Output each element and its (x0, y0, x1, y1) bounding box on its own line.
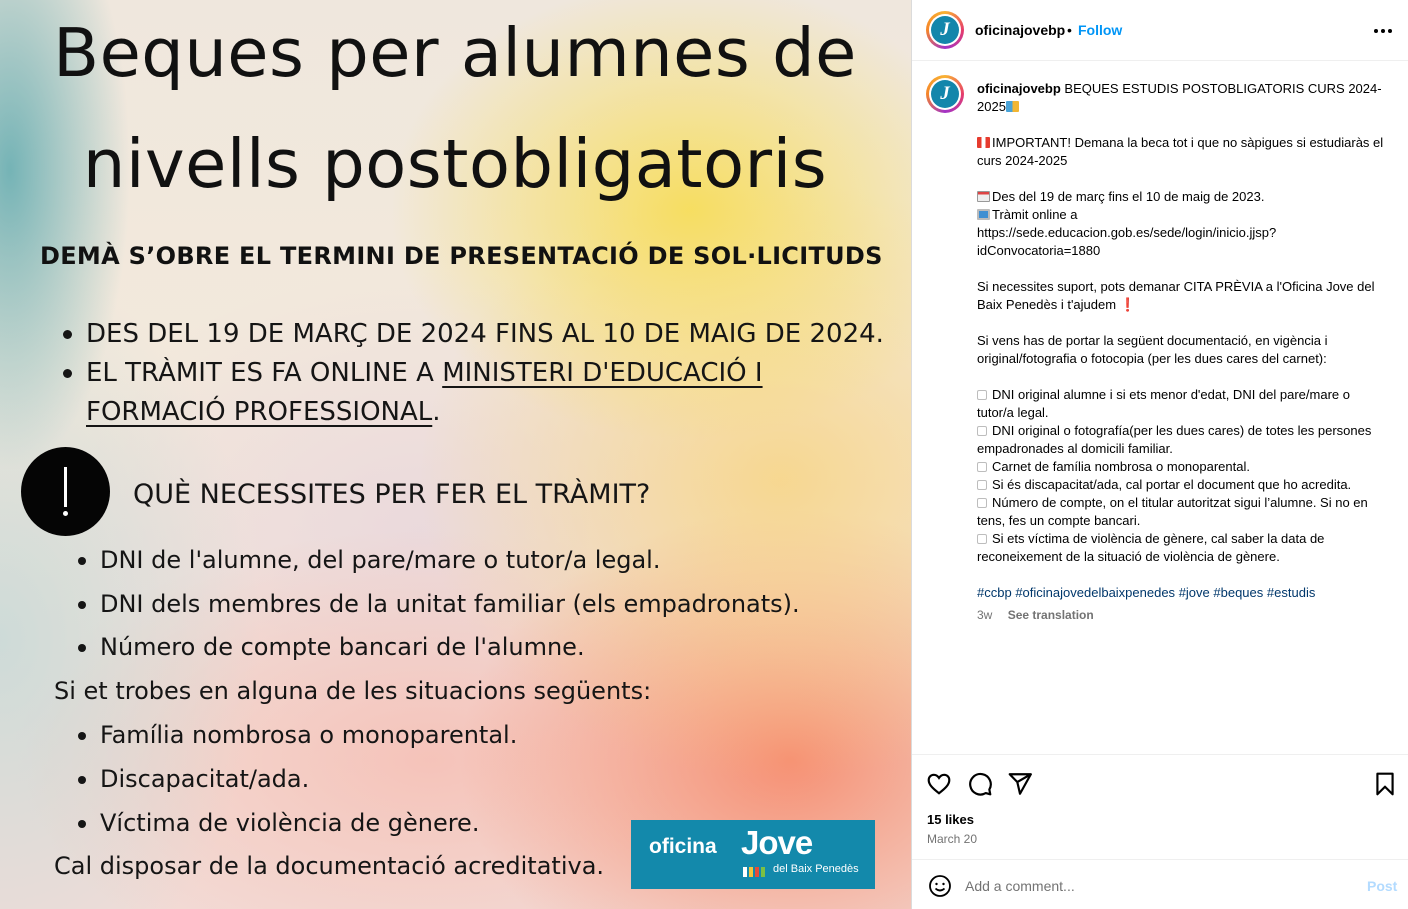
actions-bar (912, 754, 1408, 859)
caption-doc-item: DNI original alumne i si ets menor d'edat, DNI del pare/mare o tutor/a legal. (977, 387, 1350, 420)
poster-closing: Cal disposar de la documentació acreditativa. (54, 852, 605, 880)
poster-need-item: Número de compte bancari de l'alumne. (100, 633, 585, 661)
caption-url-1: https://sede.educacion.gob.es/sede/login/inicio.jjsp? (977, 225, 1277, 240)
hashtag-link[interactable]: #beques (1213, 585, 1264, 600)
more-dots-icon[interactable] (1373, 20, 1393, 40)
post-comment-button[interactable]: Post (1367, 878, 1398, 894)
hashtag-link[interactable]: #jove (1178, 585, 1210, 600)
caption-area[interactable] (912, 61, 1408, 754)
poster-bullet-online (86, 354, 763, 393)
follow-button[interactable]: Follow (1078, 22, 1123, 38)
poster-need-item: DNI de l'alumne, del pare/mare o tutor/a legal. (100, 546, 661, 574)
poster-ministry-link-1: MINISTERI D'EDUCACIÓ I (442, 358, 763, 388)
checkbox-emoji-icon (977, 480, 987, 490)
caption-username[interactable]: oficinajovebp (977, 81, 1061, 96)
caption-online: Tràmit online a (992, 207, 1078, 222)
comment-input[interactable] (965, 874, 1355, 898)
poster-need-heading: QUÈ NECESSITES PER FER EL TRÀMIT? (133, 479, 651, 510)
poster-ministry-link-2: FORMACIÓ PROFESSIONAL (86, 397, 433, 427)
caption-title: BEQUES ESTUDIS POSTOBLIGATORIS CURS 2024-2025 (977, 81, 1382, 114)
smiley-icon[interactable] (928, 874, 952, 898)
caption-doc-item: Número de compte, on el titular autoritzat sigui l’alumne. Si no en tens, fes un compte bancari. (977, 495, 1368, 528)
computer-emoji-icon (977, 209, 990, 220)
poster-situation-item: Discapacitat/ada. (100, 765, 310, 793)
caption-doc-item: DNI original o fotografía(per les dues cares) de totes les persones empadronades al domicili familiar. (977, 423, 1372, 456)
checkbox-emoji-icon (977, 498, 987, 508)
header-username[interactable]: oficinajovebp (975, 22, 1066, 38)
books-emoji-icon (1006, 101, 1019, 112)
caption-docs-intro: Si vens has de portar la següent documentació, en vigència i original/fotografia o fotocopia (per les dues cares del carnet): (977, 333, 1328, 366)
caption-support: Si necessites suport, pots demanar CITA PRÈVIA a l'Oficina Jove del Baix Penedès i t'ajudem (977, 279, 1375, 312)
exclamation-icon (21, 447, 110, 536)
caption-avatar[interactable]: J (926, 75, 964, 113)
comment-bubble-icon[interactable] (967, 771, 993, 797)
heart-icon[interactable] (926, 771, 952, 797)
calendar-emoji-icon (977, 191, 990, 202)
paper-plane-icon[interactable] (1007, 771, 1033, 797)
avatar[interactable]: J (926, 11, 964, 49)
logo-word-jove: Jove (741, 824, 813, 861)
poster-need-item: DNI dels membres de la unitat familiar (els empadronats). (100, 590, 800, 618)
poster-situations-intro: Si et trobes en alguna de les situacions següents: (54, 677, 652, 705)
bookmark-icon[interactable] (1372, 771, 1398, 797)
logo-stripes-icon (743, 864, 771, 874)
flag-emoji-icon (977, 137, 990, 148)
logo-word-oficina: oficina (649, 835, 717, 858)
poster-online-suffix: . (432, 397, 441, 427)
poster-online-prefix: EL TRÀMIT ES FA ONLINE A (86, 358, 443, 388)
checkbox-emoji-icon (977, 534, 987, 544)
poster-subtitle: DEMÀ S’OBRE EL TERMINI DE PRESENTACIÓ DE SOL·LICITUDS (40, 242, 883, 270)
caption-important: IMPORTANT! Demana la beca tot i que no sàpigues si estudiaràs el curs 2024-2025 (977, 135, 1384, 168)
likes-count[interactable]: 15 likes (927, 812, 974, 827)
hashtag-link[interactable]: #oficinajovedelbaixpenedes (1015, 585, 1176, 600)
poster-title-line-1: Beques per alumnes de (53, 14, 857, 92)
poster-situation-item: Família nombrosa o monoparental. (100, 721, 518, 749)
checkbox-emoji-icon (977, 390, 987, 400)
caption-text (977, 80, 1387, 602)
poster-situation-item: Víctima de violència de gènere. (100, 809, 480, 837)
post-side-panel (911, 0, 1408, 909)
header-separator-dot: • (1067, 22, 1072, 38)
caption-meta (977, 608, 1094, 622)
caption-hashtags (977, 584, 1387, 602)
poster-title-line-2: nivells postobligatoris (82, 125, 828, 203)
post-header (912, 0, 1408, 61)
caption-url-2: idConvocatoria=1880 (977, 243, 1101, 258)
caption-doc-item: Si és discapacitat/ada, cal portar el document que ho acredita. (992, 477, 1352, 492)
see-translation-button[interactable]: See translation (1007, 608, 1094, 622)
comment-bar (912, 859, 1408, 909)
logo-word-baix-penedes: del Baix Penedès (773, 863, 859, 875)
exclamation-emoji-icon: ❗ (1119, 297, 1136, 312)
oficina-jove-logo (631, 820, 875, 889)
caption-timestamp[interactable]: 3w (977, 608, 993, 622)
hashtag-link[interactable]: #estudis (1266, 585, 1316, 600)
caption-dates: Des del 19 de març fins el 10 de maig de 2023. (992, 189, 1265, 204)
checkbox-emoji-icon (977, 426, 987, 436)
caption-doc-item: Carnet de família nombrosa o monoparental. (992, 459, 1250, 474)
poster-bullet-dates: DES DEL 19 DE MARÇ DE 2024 FINS AL 10 DE MAIG DE 2024. (86, 315, 884, 354)
post-date: March 20 (927, 832, 978, 846)
poster-bullet-online-cont (86, 393, 441, 432)
checkbox-emoji-icon (977, 462, 987, 472)
hashtag-link[interactable]: #ccbp (977, 585, 1012, 600)
caption-doc-item: Si ets víctima de violència de gènere, cal saber la data de reconeixement de la situació de violència de gènere. (977, 531, 1325, 564)
